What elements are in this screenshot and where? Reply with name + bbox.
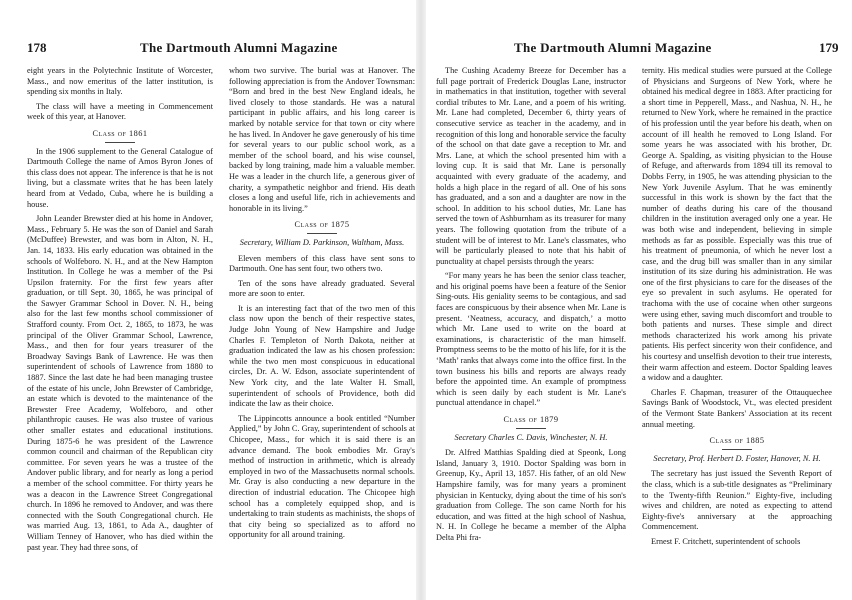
class-heading: Class of 1861 (92, 128, 148, 138)
class-heading: Class of 1885 (709, 436, 765, 446)
text-column (229, 66, 415, 545)
paragraph: It is an interesting fact that of the two men of this class now upon the bench of their respective states, Judge John Young of New Hampshire and Judge Charles F. Templeton of North Dakota, neither at graduation indicated the law as his chosen profession: while the two men most conspicuous in educational circles, Dr. A. W. Edson, associate superintendent of New York city, and the late Walter H. Small, superintendent of schools of Providence, both did indicate the law as their choice. (229, 303, 415, 409)
running-header: The Dartmouth Alumni Magazine (140, 40, 338, 55)
paragraph: John Leander Brewster died at his home in Andover, Mass., February 5. He was the son of Daniel and Sarah (McDuffee) Brewster, and was born in Alton, N. H., Jan. 14, 1833. His early education was obtained in the schools of Wolfeboro. N. H., and at the New Hampton Institution. In College he was a member of the Psi Upsilon fraternity. For the first few years after graduation, or till Sept. 30, 1865, he was principal of the Sawyer Grammar School in Dover. N. H., being also for the last few months school commissioner of Strafford county. From Oct. 2, 1865, to 1873, he was principal of the Oliver Grammar School, Lawrence, Mass., and then for four years treasurer of the Broadway Savings Bank of Lawrence. He was then superintendent of schools of Lawrence from 1880 to 1887. Since the last date he had been managing trustee of the estate of his uncle, John Brewster of Cambridge, an estate which is devoted to the maintenance of the Brewster Free Academy, Wolfeboro, and other philanthropic causes. He was also trustee of various other smaller estates and educational institutions. During 1875-6 he was president of the Lawrence common council and chairman of the Republican city committee. For seven years he was a trustee of the Andover public library, and for nearly as long a period a member of the school committee. For thirty years he was a deacon in the Lawrence Street Congregational church. In 1896 he removed to Andover, and was there connected with the South Congregational church. He was married Aug. 13, 1861, to Ada A., daughter of William Tenney of Hanover, who has died within the past year. They had three sons, of (27, 214, 213, 552)
paragraph: ternity. His medical studies were pursued at the College of Physicians and Surgeons of New York, where he obtained his medical degree in 1883. After practicing for a short time in Pepperell, Mass., and Nashua, N. H., he returned to New York, where he remained in the practice of his profession until the year before his death, when on account of ill health he removed to Long Island. For some years he was associated with his brother, Dr. George A. Spalding, as visiting physician to the House of Refuge, and afterwards from 1894 till its removal to Dobbs Ferry, in 1905, he was attending physician to the New York Juvenile Asylum. That he was eminently successful in this work is shown by the fact that the number of deaths during his care of the thousand children in the institution averaged only one a year. He was both wise and independent, believing in simple methods as far as possible. Especially was this true of his treatment of pneumonia, of which he never lost a case, and the drug bill was smaller than in any similar institution of its size during his administration. He was one of the first physicians to care for the diseases of the eye so prevalent in such asylums. He operated for trachoma with the use of cocaine when other surgeons were using ether, saving much discomfort and trouble to both patients and nurses. These simple and direct methods characterized his work among his private patients. His perfect sincerity won their confidence, and his courtesy and unselfish devotion to their true interests, their warm affection and esteem. Doctor Spalding leaves a widow and a daughter. (642, 66, 832, 383)
heading-rule (307, 233, 337, 234)
class-heading: Class of 1879 (503, 415, 559, 424)
class-secretary: Secretary, Prof. Herbert D. Foster, Hanover, N. H. (653, 453, 821, 463)
paragraph: “For many years he has been the senior class teacher, and his original poems have been a feature of the Senior Sing-outs. His geniality seems to be contagious, and sad faces are conspicuous by their absence when Mr. Lane is present. ‘Neatness, accuracy, and dispatch,’ a motto which Mr. Lane used to write on the board at examinations, is characteristic of the man himself. Promptness seems to be the motto of his life, for it is the ‘Math’ ranks that always come into the office first. In the town business his bills and reports are always ready before the appointed time. An example of promptness which is seen daily by each student is Mr. Lane's punctual attendance in chapel.” (436, 271, 626, 408)
book-gutter (416, 0, 426, 600)
paragraph: Ernest F. Critchett, superintendent of schools (651, 536, 801, 546)
paragraph: The Cushing Academy Breeze for December has a full page portrait of Frederick Douglas Lane, instructor in mathematics in that institution, together with several cordial tributes to Mr. Lane, and a poem of his writing. Mr. Lane had completed, December 6, thirty years of consecutive service as teacher in the academy, and in recognition of this long and honorable service the faculty of the school on that date gave a reception to Mr. and Mrs. Lane, at which the school presented him with a loving cup. It is said that Mr. Lane is personally acquainted with every graduate of the academy, and holds a high place in the regard of all. One of his sons has graduated, and a son and a daughter are now in the school. In addition to his school duties, Mr. Lane has served the town of Ashburnham as its treasurer for many years. The following quotation from the tribute of a student will be of interest to Mr. Lane's classmates, who will be particularly pleased to note that his habit of punctuality at chapel persists through the years: (436, 66, 626, 266)
paragraph: The class will have a meeting in Commencement week of this year, at Hanover. (27, 101, 213, 122)
text-column (642, 66, 832, 552)
class-heading: Class of 1875 (294, 220, 350, 230)
text-column (27, 66, 213, 557)
class-secretary: Secretary Charles C. Davis, Winchester, N. H. (454, 432, 608, 442)
heading-rule (105, 142, 135, 143)
paragraph: eight years in the Polytechnic Institute of Worcester, Mass., and now emeritus of the latter institution, is spending six months in Italy. (27, 66, 213, 97)
page-number: 179 (819, 40, 839, 55)
running-header: The Dartmouth Alumni Magazine (514, 40, 712, 55)
paragraph: The secretary has just issued the Seventh Report of the class, which is a sub-title designates as “Preliminary to the Twenty-fifth Reunion.” Eighty-five, including wives and children, are noted as expecting to attend Eighty-five's anniversary at the approaching Commencement. (642, 469, 832, 532)
heading-rule (722, 449, 752, 450)
page-number: 178 (27, 40, 47, 55)
heading-rule (516, 428, 546, 429)
paragraph: whom two survive. The burial was at Hanover. The following appreciation is from the Andover Townsman: “Born and bred in the best New England ideals, he lived closely to those standards. He was a natural participant in public affairs, and his long career is marked by notable service for that town or city where he has lived. In Andover he gave generously of his time for several years to our public school work, as a member of the school board, and his wise counsel, backed by long training, made him a valuable member. He was a leader in the church life, a generous giver of charity, a sympathetic neighbor and friend. His death closes a long and useful life, rich in achievements and honorable in its living.” (229, 66, 415, 213)
text-column (436, 66, 626, 548)
left-page (0, 0, 416, 600)
paragraph: Eleven members of this class have sent sons to Dartmouth. One has sent four, two others two. (229, 253, 415, 274)
paragraph: Dr. Alfred Matthias Spalding died at Speonk, Long Island, January 3, 1910. Doctor Spalding was born in Greenup, Ky., April 13, 1857. His father, of an old New Hampshire family, was for many years a prominent physician in Kentucky, dying about the time of his son's graduation from College. The son came North for his education, and was fitted at the high school of Nashua, N. H. In College he became a member of the Alpha Delta Phi fra- (436, 448, 626, 542)
paragraph: In the 1906 supplement to the General Catalogue of Dartmouth College the name of Amos Byron Jones of this class does not appear. The inference is that he is not living, but a classmate writes that he has been lately heard from at Vedado, Cuba, where he is building a house. (27, 146, 214, 209)
paragraph: The Lippincotts announce a book entitled “Number Applied,” by John C. Gray, superintendent of schools at Chicopee, Mass., for which it is said there is an advance demand. The book embodies Mr. Gray's method of instruction in arithmetic, which is already employed in two of the Massachusetts normal schools. Mr. Gray is also conducting a new departure in the direction of industrial education. The Chicopee high school has a completely equipped shop, and is undertaking to train students as machinists, the shops of that city being so specialized as to afford no opportunity for all around training. (229, 413, 415, 540)
class-secretary: Secretary, William D. Parkinson, Waltham, Mass. (239, 237, 405, 247)
paragraph: Ten of the sons have already graduated. Several more are soon to enter. (229, 278, 415, 299)
right-page (426, 0, 852, 600)
paragraph: Charles F. Chapman, treasurer of the Ottauquechee Savings Bank of Woodstock, Vt., was elected president of the Vermont State Bankers' Association at its recent annual meeting. (642, 387, 832, 429)
